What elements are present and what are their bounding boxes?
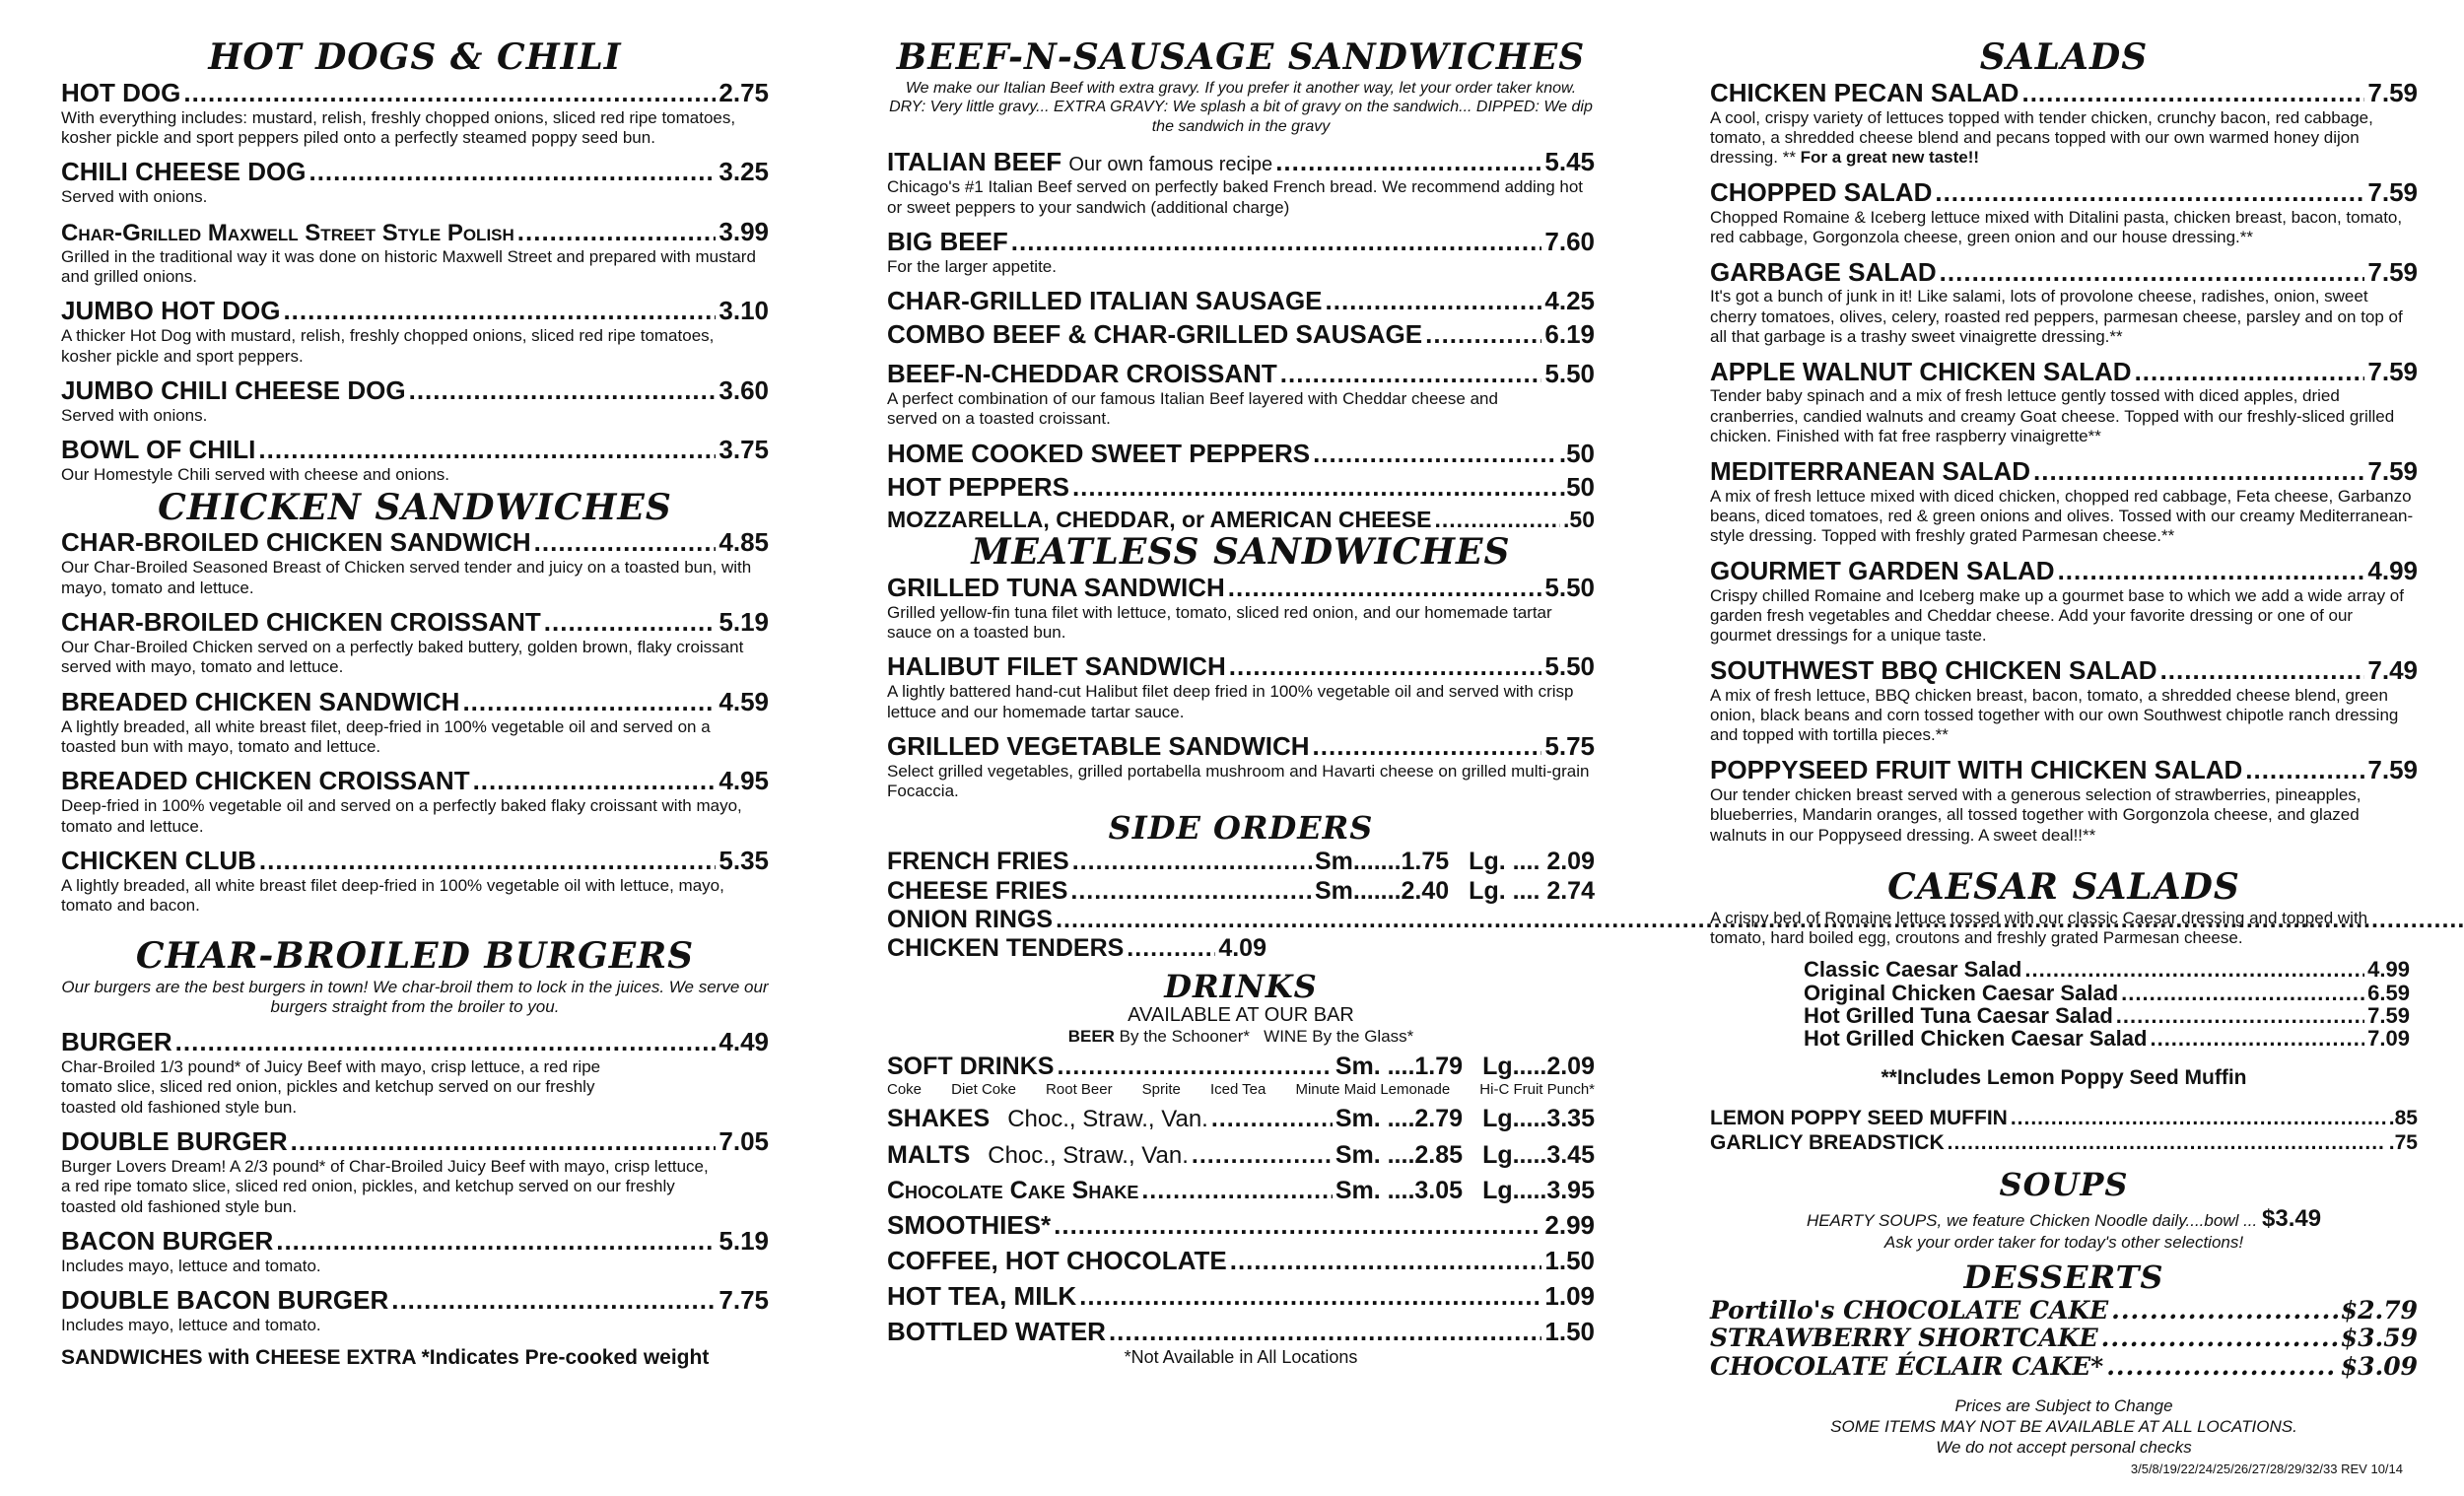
item-name: BOTTLED WATER <box>887 1317 1106 1347</box>
item-description: A lightly breaded, all white breast filet deep-fried in 100% vegetable oil with lettuce, mayo, tomato and bacon. <box>61 876 724 916</box>
caesar-salads-list <box>1804 958 2410 1049</box>
item-description: It's got a bunch of junk in it! Like salami, lots of provolone cheese, radishes, onion, sweet cherry tomatoes, olives, celery, roasted red peppers, parmesan cheese, parsley and on top of all that garbage is a trashy sweet vinaigrette dressing.** <box>1710 287 2403 347</box>
menu-item-bacon-burger <box>61 1227 769 1276</box>
item-tagline: For a great new taste!! <box>1800 148 1980 168</box>
menu-item-jumbo-chili-cheese-dog <box>61 376 769 426</box>
item-price: 5.50 <box>1544 572 1595 602</box>
menu-item-hot-peppers <box>887 473 1595 503</box>
item-price: 5.19 <box>719 607 769 638</box>
item-price: 6.59 <box>2367 980 2410 1005</box>
burgers-intro: Our burgers are the best burgers in town! We char-broil them to lock in the juices. We serve our burgers straight from the broiler to you. <box>61 977 769 1017</box>
item-name: GARBAGE SALAD <box>1710 256 1937 287</box>
drink-shakes <box>887 1104 1595 1134</box>
menu-item-chicken-club <box>61 847 769 917</box>
item-name: Portillo's CHOCOLATE CAKE <box>1710 1295 2109 1325</box>
item-price: 7.59 <box>2367 754 2418 784</box>
item-name: APPLE WALNUT CHICKEN SALAD <box>1710 356 2132 386</box>
item-description: Our Char-Broiled Seasoned Breast of Chicken served tender and juicy on a toasted bun, with mayo, tomato and lettuce. <box>61 558 752 597</box>
menu-item-chili-cheese-dog <box>61 158 769 207</box>
item-price: .50 <box>1558 471 1595 502</box>
item-name: CHOCOLATE ÉCLAIR CAKE* <box>1710 1352 2104 1382</box>
item-description: With everything includes: mustard, relish, freshly chopped onions, sliced red ripe tomatoes, kosher pickle and sport peppers piled onto a perfectly steamed poppy seed bun. <box>61 107 736 148</box>
menu-item-burger <box>61 1028 769 1118</box>
item-name: MALTS <box>887 1140 971 1169</box>
side-chicken-tenders <box>887 934 1266 963</box>
item-name: JUMBO HOT DOG <box>61 296 281 326</box>
menu-item-double-bacon-burger <box>61 1286 769 1335</box>
item-name: HALIBUT FILET SANDWICH <box>887 651 1226 682</box>
menu-item-chopped-salad <box>1710 178 2418 248</box>
item-price-small: Sm. ....3.05 <box>1335 1177 1464 1205</box>
caesar-classic <box>1804 958 2410 981</box>
item-name: BOWL OF CHILI <box>61 435 256 465</box>
item-name: CHAR-GRILLED ITALIAN SAUSAGE <box>887 286 1323 316</box>
revision-code: 3/5/8/19/22/24/25/26/27/28/29/32/33 REV 10/14 <box>2130 1462 2403 1476</box>
item-price: 6.19 <box>1544 319 1595 350</box>
item-price: 7.59 <box>2367 176 2418 207</box>
item-price: 7.05 <box>719 1126 769 1157</box>
item-price: 7.59 <box>2367 455 2418 486</box>
hot-dogs-heading: HOT DOGS & CHILI <box>208 36 622 78</box>
drink-bottled-water <box>887 1318 1595 1347</box>
menu-item-grilled-tuna <box>887 574 1595 644</box>
menu-item-chicken-pecan-salad <box>1710 79 2418 169</box>
menu-item-maxwell-polish <box>61 218 769 288</box>
item-description: Includes mayo, lettuce and tomato. <box>61 1257 321 1276</box>
item-price: 3.99 <box>719 216 769 246</box>
item-price: .50 <box>1558 438 1595 468</box>
column-hot-dogs-chicken-burgers <box>61 36 769 1370</box>
item-price: 4.95 <box>719 766 769 796</box>
item-name: CHICKEN CLUB <box>61 846 256 876</box>
footer-line-checks: We do not accept personal checks <box>1936 1438 2192 1458</box>
soup-price: $3.49 <box>2262 1205 2322 1233</box>
item-name: DOUBLE BURGER <box>61 1126 288 1157</box>
item-description: A lightly battered hand-cut Halibut filet deep fried in 100% vegetable oil and served with crisp lettuce and our homemade tartar sauce. <box>887 682 1574 721</box>
drinks-heading: DRINKS <box>1164 967 1318 1005</box>
item-name: COMBO BEEF & CHAR-GRILLED SAUSAGE <box>887 319 1423 350</box>
item-name: DOUBLE BACON BURGER <box>61 1285 389 1316</box>
menu-item-char-broiled-chicken-croissant <box>61 608 769 678</box>
item-price: 7.75 <box>719 1285 769 1316</box>
item-description: Char-Broiled 1/3 pound* of Juicy Beef with mayo, crisp lettuce, a red ripe tomato slice, sliced red onion, pickles and ketchup served on our freshly toasted old fashioned style bun. <box>61 1056 601 1117</box>
menu-item-breaded-chicken-croissant <box>61 767 769 837</box>
dessert-eclair-cake <box>1710 1353 2418 1382</box>
caesar-intro: A crispy bed of Romaine lettuce tossed with our classic Caesar dressing and topped with tomato, hard boiled egg, croutons and freshly grated Parmesan cheese. <box>1710 908 2368 948</box>
drink-smoothies <box>887 1211 1595 1241</box>
menu-item-sweet-peppers <box>887 440 1595 469</box>
menu-item-char-broiled-chicken-sandwich <box>61 528 769 598</box>
item-price-large: Lg.....3.95 <box>1482 1177 1595 1205</box>
item-name: CHICKEN TENDERS <box>887 934 1125 963</box>
soups-text: HEARTY SOUPS, we feature Chicken Noodle daily....bowl ... $3.49 Ask your order taker for today's other selections! <box>1806 1205 2322 1253</box>
item-description: Deep-fried in 100% vegetable oil and served on a perfectly baked flaky croissant with mayo, tomato and lettuce. <box>61 796 742 836</box>
item-price: 7.59 <box>2367 256 2418 287</box>
item-price-small: Sm. ....2.79 <box>1335 1104 1464 1132</box>
item-price-large: Lg.....3.35 <box>1482 1104 1595 1132</box>
beef-intro: We make our Italian Beef with extra gravy. If you prefer it another way, let your order taker know. DRY: Very little gravy... EXTRA GRAVY: We splash a bit of gravy on the sandwich... DIPPED: We dip the sandwich in the gravy <box>889 79 1593 135</box>
item-name: BURGER <box>61 1027 172 1057</box>
menu-item-cheese <box>887 507 1595 532</box>
item-price: 7.09 <box>2367 1025 2410 1051</box>
item-name: HOT PEPPERS <box>887 471 1069 502</box>
item-price: 4.49 <box>719 1027 769 1057</box>
chicken-sandwiches-heading: CHICKEN SANDWICHES <box>158 486 672 528</box>
item-name: CHAR-BROILED CHICKEN CROISSANT <box>61 607 541 638</box>
item-price: 4.59 <box>719 686 769 716</box>
beef-sausage-heading: BEEF-N-SAUSAGE SANDWICHES <box>896 36 1586 78</box>
item-name: LEMON POPPY SEED MUFFIN <box>1710 1107 2008 1130</box>
item-description: A mix of fresh lettuce, BBQ chicken breast, bacon, tomato, a shredded cheese blend, green onion, black beans and corn tossed together with our own Southwest chipotle ranch dressing and topped with tortilla pieces.** <box>1710 685 2399 745</box>
item-price-large: Lg.....3.45 <box>1482 1140 1595 1169</box>
footer-line-availability: SOME ITEMS MAY NOT BE AVAILABLE AT ALL LOCATIONS. <box>1830 1417 2297 1437</box>
menu-item-breaded-chicken-sandwich <box>61 688 769 758</box>
menu-item-jumbo-hot-dog <box>61 297 769 367</box>
muffin-note: **Includes Lemon Poppy Seed Muffin <box>1881 1065 2247 1089</box>
drink-malts <box>887 1140 1595 1171</box>
menu-item-bowl-of-chili <box>61 436 769 485</box>
item-description: A cool, crispy variety of lettuces topped with tender chicken, crunchy bacon, red cabbage, tomato, a shredded cheese blend and pecans topped with our own warmed honey dijon dressing. ** <box>1710 107 2373 168</box>
item-price: 7.59 <box>2367 356 2418 386</box>
dessert-strawberry-shortcake <box>1710 1325 2418 1353</box>
item-name: MOZZARELLA, CHEDDAR, or AMERICAN CHEESE <box>887 506 1432 532</box>
item-price: 5.50 <box>1544 359 1595 389</box>
item-name: Classic Caesar Salad <box>1804 957 2022 983</box>
item-name: CHICKEN PECAN SALAD <box>1710 77 2019 107</box>
item-price: 7.60 <box>1544 227 1595 257</box>
item-name: POPPYSEED FRUIT WITH CHICKEN SALAD <box>1710 754 2243 784</box>
item-price: 7.59 <box>2367 1002 2410 1028</box>
item-description: Our Char-Broiled Chicken served on a perfectly baked buttery, golden brown, flaky croissant served with mayo, tomato and lettuce. <box>61 638 744 677</box>
item-name: GARLICY BREADSTICK <box>1710 1131 1945 1155</box>
item-name: SMOOTHIES* <box>887 1210 1052 1241</box>
item-price: 5.45 <box>1544 147 1595 177</box>
item-name: GRILLED VEGETABLE SANDWICH <box>887 731 1310 762</box>
item-description: Our tender chicken breast served with a generous selection of strawberries, pineapples, blueberries, Mandarin oranges, all tossed together with Gorgonzola cheese, and glazed walnuts in our Poppyseed dressing. A sweet deal!!** <box>1710 784 2361 845</box>
menu-item-combo-beef-sausage <box>887 320 1595 350</box>
extra-lemon-muffin <box>1710 1106 2418 1130</box>
caesar-hot-grilled-tuna <box>1804 1004 2410 1027</box>
item-name: GRILLED TUNA SANDWICH <box>887 572 1225 602</box>
column-salads-soups-desserts <box>1710 36 2418 1459</box>
item-price: 1.50 <box>1544 1246 1595 1276</box>
item-description: Served with onions. <box>61 187 208 207</box>
item-price-small: Sm.......2.40 <box>1314 877 1450 906</box>
item-price-small: Sm.......1.75 <box>1314 848 1450 876</box>
item-description: For the larger appetite. <box>887 256 1057 276</box>
item-name: SOFT DRINKS <box>887 1052 1055 1080</box>
menu-item-hot-dog <box>61 79 769 149</box>
menu-item-double-burger <box>61 1127 769 1217</box>
item-description: Tender baby spinach and a mix of fresh lettuce gently tossed with diced apples, dried cranberries, candied walnuts and creamy Goat cheese. Topped with our freshly-sliced grilled chicken. Finished with fat free raspberry vinaigrette** <box>1710 386 2395 446</box>
item-description: Includes mayo, lettuce and tomato. <box>61 1316 321 1335</box>
item-subtitle: Our own famous recipe <box>1068 154 1273 176</box>
item-name: BEEF-N-CHEDDAR CROISSANT <box>887 359 1277 389</box>
item-description: Burger Lovers Dream! A 2/3 pound* of Char-Broiled Juicy Beef with mayo, crisp lettuce, a red ripe tomato slice, sliced red onion, pickles, and ketchup served on our freshly toasted old fashioned style bun. <box>61 1157 709 1216</box>
item-description: A perfect combination of our famous Italian Beef layered with Cheddar cheese and served on a toasted croissant. <box>887 388 1498 429</box>
menu-item-apple-walnut-salad <box>1710 358 2418 447</box>
item-name: FRENCH FRIES <box>887 848 1069 876</box>
side-cheese-fries <box>887 876 1595 906</box>
item-name: STRAWBERRY SHORTCAKE <box>1710 1324 2098 1353</box>
item-description: A thicker Hot Dog with mustard, relish, freshly chopped onions, sliced red ripe tomatoes, kosher pickle and sport peppers. <box>61 326 715 366</box>
item-price: 4.25 <box>1544 286 1595 316</box>
soft-drink-flavors: Coke Diet Coke Root Beer Sprite Iced Tea Minute Maid Lemonade Hi-C Fruit Punch* <box>887 1080 1595 1098</box>
item-price-small: Sm. ....1.79 <box>1335 1052 1464 1080</box>
item-price: 2.75 <box>719 77 769 107</box>
item-description: Chopped Romaine & Iceberg lettuce mixed with Ditalini pasta, chicken breast, bacon, tomato, red cabbage, Gorgonzola cheese, green onion and our house dressing.** <box>1710 207 2403 247</box>
item-price: .75 <box>2388 1131 2418 1155</box>
column-beef-meatless-sides-drinks <box>887 36 1595 1369</box>
item-price: 5.35 <box>719 846 769 876</box>
drink-chocolate-cake-shake <box>887 1176 1595 1205</box>
item-price: 5.50 <box>1544 651 1595 682</box>
item-name: JUMBO CHILI CHEESE DOG <box>61 375 406 406</box>
item-price-large: Lg. .... 2.09 <box>1469 848 1595 876</box>
item-name: Hot Grilled Tuna Caesar Salad <box>1804 1002 2113 1028</box>
item-price: 4.09 <box>1218 934 1266 963</box>
salads-heading: SALADS <box>1979 36 2149 78</box>
item-options: Choc., Straw., Van. <box>988 1141 1189 1169</box>
item-price: $3.59 <box>2340 1324 2418 1353</box>
item-name: CHAR-BROILED CHICKEN SANDWICH <box>61 527 531 558</box>
item-name: HOT TEA, MILK <box>887 1281 1077 1312</box>
item-description: Select grilled vegetables, grilled portabella mushroom and Havarti cheese on grilled multi-grain Focaccia. <box>887 762 1590 801</box>
item-price: 5.75 <box>1544 731 1595 762</box>
drink-coffee <box>887 1247 1595 1276</box>
item-price: 7.49 <box>2367 654 2418 685</box>
sandwich-footnote: SANDWICHES with CHEESE EXTRA *Indicates Pre-cooked weight <box>61 1345 710 1369</box>
item-price: 1.50 <box>1544 1317 1595 1347</box>
item-description: Grilled in the traditional way it was done on historic Maxwell Street and prepared with mustard and grilled onions. <box>61 246 756 287</box>
menu-item-southwest-bbq-salad <box>1710 656 2418 746</box>
caesar-original-chicken <box>1804 982 2410 1004</box>
item-name: BREADED CHICKEN CROISSANT <box>61 766 470 796</box>
item-name: Chocolate Cake Shake <box>887 1177 1139 1205</box>
caesar-salads-heading: CAESAR SALADS <box>1887 865 2240 908</box>
item-price: 1.09 <box>1544 1281 1595 1312</box>
item-name: HOT DOG <box>61 77 181 107</box>
item-price: 3.10 <box>719 296 769 326</box>
desserts-list <box>1710 1297 2418 1382</box>
menu-item-italian-beef <box>887 148 1595 218</box>
footer-line-prices: Prices are Subject to Change <box>1954 1395 2173 1415</box>
item-price: 7.59 <box>2367 77 2418 107</box>
item-description: Our Homestyle Chili served with cheese and onions. <box>61 465 450 485</box>
drink-hot-tea <box>887 1282 1595 1312</box>
burgers-heading: CHAR-BROILED BURGERS <box>135 934 695 977</box>
item-price: 3.25 <box>719 157 769 187</box>
item-price: 2.99 <box>1544 1210 1595 1241</box>
item-description: Grilled yellow-fin tuna filet with lettuce, tomato, sliced red onion, and our homemade tartar sauce on a toasted bun. <box>887 602 1552 643</box>
item-name: BIG BEEF <box>887 227 1008 257</box>
item-description: Served with onions. <box>61 405 208 425</box>
item-name: BACON BURGER <box>61 1226 274 1257</box>
side-orders-list <box>887 847 1595 963</box>
item-price: .85 <box>2388 1107 2418 1130</box>
item-price-large: Lg.....2.09 <box>1482 1052 1595 1080</box>
item-price: 4.85 <box>719 527 769 558</box>
drinks-footnote: *Not Available in All Locations <box>1124 1347 1358 1368</box>
extra-garlic-breadstick <box>1710 1130 2418 1155</box>
menu-item-grilled-vegetable <box>887 732 1595 802</box>
beer-wine-line: BEER By the Schooner* WINE By the Glass* <box>1067 1027 1414 1047</box>
meatless-heading: MEATLESS SANDWICHES <box>971 530 1511 573</box>
item-name: SHAKES <box>887 1104 991 1132</box>
menu-footer <box>1710 1395 2418 1459</box>
item-name: COFFEE, HOT CHOCOLATE <box>887 1246 1227 1276</box>
item-price: 4.99 <box>2367 555 2418 585</box>
item-name: Char-Grilled Maxwell Street Style Polish <box>61 219 514 246</box>
menu-item-big-beef <box>887 228 1595 277</box>
soups-heading: SOUPS <box>1999 1166 2129 1204</box>
drinks-bar-note: AVAILABLE AT OUR BAR <box>1128 1004 1354 1027</box>
item-price: 3.75 <box>719 435 769 465</box>
item-name: CHILI CHEESE DOG <box>61 157 307 187</box>
menu-item-beef-cheddar-croissant <box>887 360 1595 430</box>
item-price-small: Sm. ....2.85 <box>1335 1140 1464 1169</box>
side-french-fries <box>887 847 1595 876</box>
desserts-heading: DESSERTS <box>1963 1258 2164 1297</box>
item-price-large: Lg. .... 2.74 <box>1469 877 1595 906</box>
item-options: Choc., Straw., Van. <box>1007 1105 1208 1132</box>
item-name: CHEESE FRIES <box>887 877 1068 906</box>
item-name: Hot Grilled Chicken Caesar Salad <box>1804 1025 2148 1051</box>
menu-item-italian-sausage <box>887 287 1595 316</box>
menu-item-poppyseed-fruit-salad <box>1710 756 2418 846</box>
item-name: HOME COOKED SWEET PEPPERS <box>887 438 1311 468</box>
dessert-chocolate-cake <box>1710 1297 2418 1326</box>
item-name: Original Chicken Caesar Salad <box>1804 980 2119 1005</box>
caesar-hot-grilled-chicken <box>1804 1027 2410 1050</box>
item-name: BREADED CHICKEN SANDWICH <box>61 686 460 716</box>
drink-soft-drinks <box>887 1052 1595 1081</box>
item-price: 3.60 <box>719 375 769 406</box>
menu-item-garbage-salad <box>1710 258 2418 348</box>
item-name: MEDITERRANEAN SALAD <box>1710 455 2030 486</box>
side-orders-heading: SIDE ORDERS <box>1108 808 1374 847</box>
item-price: $2.79 <box>2340 1295 2418 1325</box>
item-price: 5.19 <box>719 1226 769 1257</box>
item-name: CHOPPED SALAD <box>1710 176 1933 207</box>
item-description: A lightly breaded, all white breast filet, deep-fried in 100% vegetable oil and served on a toasted bun with mayo, tomato and lettuce. <box>61 716 711 757</box>
item-name: SOUTHWEST BBQ CHICKEN SALAD <box>1710 654 2157 685</box>
item-name: GOURMET GARDEN SALAD <box>1710 555 2055 585</box>
item-price: $3.09 <box>2340 1352 2418 1382</box>
item-price: .50 <box>1563 506 1595 532</box>
menu-item-mediterranean-salad <box>1710 457 2418 547</box>
item-name: ITALIAN BEEF <box>887 147 1062 177</box>
item-description: A mix of fresh lettuce mixed with diced chicken, chopped red cabbage, Feta cheese, Garbanzo beans, diced tomatoes, red & green onions and olives. Tossed with our creamy Mediterranean-style dressing. Topped with freshly grated Parmesan cheese.** <box>1710 486 2414 546</box>
item-price: 4.99 <box>2367 957 2410 983</box>
item-description: Crispy chilled Romaine and Iceberg make up a gourmet base to which we add a wide array of garden fresh vegetables and Cheddar cheese. Add your favorite dressing or one of our gourmet dressings for a unique taste. <box>1710 585 2404 646</box>
menu-item-halibut-filet <box>887 652 1595 722</box>
item-description: Chicago's #1 Italian Beef served on perfectly baked French bread. We recommend adding hot or sweet peppers to your sandwich (additional charge) <box>887 177 1584 217</box>
item-name: ONION RINGS <box>887 906 1054 934</box>
menu-item-gourmet-garden-salad <box>1710 557 2418 646</box>
